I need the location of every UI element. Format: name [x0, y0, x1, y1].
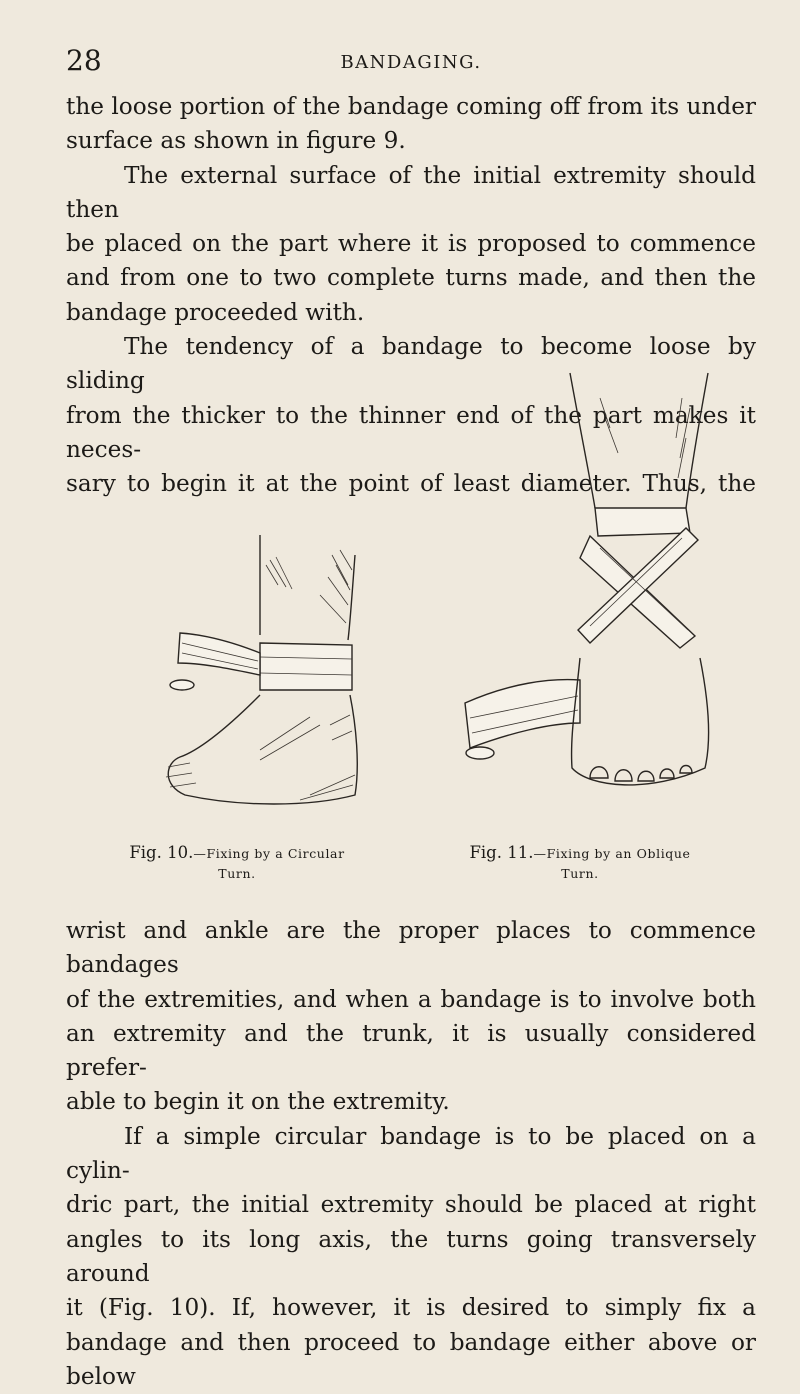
text-line: dric part, the initial extremity should be placed at right: [66, 1191, 756, 1219]
running-head: BANDAGING.: [340, 52, 482, 73]
figure-number: Fig. 11.: [469, 843, 534, 862]
caption-line: [82, 843, 392, 864]
text-line: If a simple circular bandage is to be placed on a cylin-: [66, 1122, 756, 1185]
text-line: wrist and ankle are the proper places to commence bandages: [66, 917, 756, 979]
figure-10-illustration: [160, 495, 365, 810]
text-line: be placed on the part where it is proposed to commence: [66, 230, 756, 258]
caption-line: Turn.: [561, 866, 599, 881]
text-line: The external surface of the initial extremity should then: [66, 161, 756, 223]
text-line: and from one to two complete turns made, and then the: [66, 264, 756, 292]
figure-11-caption: [420, 843, 740, 884]
text-line: bandage proceeded with.: [66, 298, 365, 326]
caption-text: —Fixing by an Oblique: [533, 846, 691, 861]
text-line: bandage and then proceed to bandage either above or below: [66, 1328, 756, 1390]
caption-line: [420, 843, 740, 864]
caption-line: Turn.: [218, 866, 256, 881]
figure-10-caption: [82, 843, 392, 884]
body-text-bottom: [66, 914, 756, 1394]
text-line: from the thicker to the thinner end of the part makes it neces-: [66, 401, 756, 463]
text-line: The tendency of a bandage to become loose by sliding: [66, 333, 756, 395]
figure-number: Fig. 10.: [129, 843, 194, 862]
text-line: able to begin it on the extremity.: [66, 1088, 450, 1116]
text-line: an extremity and the trunk, it is usually considered prefer-: [66, 1019, 756, 1082]
page-header: [66, 44, 756, 80]
page-number: 28: [66, 44, 102, 77]
caption-text: —Fixing by a Circular: [193, 846, 345, 861]
figure-11-illustration: [450, 368, 715, 816]
text-line: the loose portion of the bandage coming off from its under: [66, 93, 756, 120]
text-line: sary to begin it at the point of least diameter. Thus, the: [66, 470, 756, 498]
text-line: angles to its long axis, the turns going transversely around: [66, 1225, 756, 1287]
text-line: of the extremities, and when a bandage is to involve both: [66, 985, 756, 1013]
text-line: it (Fig. 10). If, however, it is desired to simply fix a: [66, 1294, 756, 1322]
text-line: surface as shown in figure 9.: [66, 127, 406, 155]
